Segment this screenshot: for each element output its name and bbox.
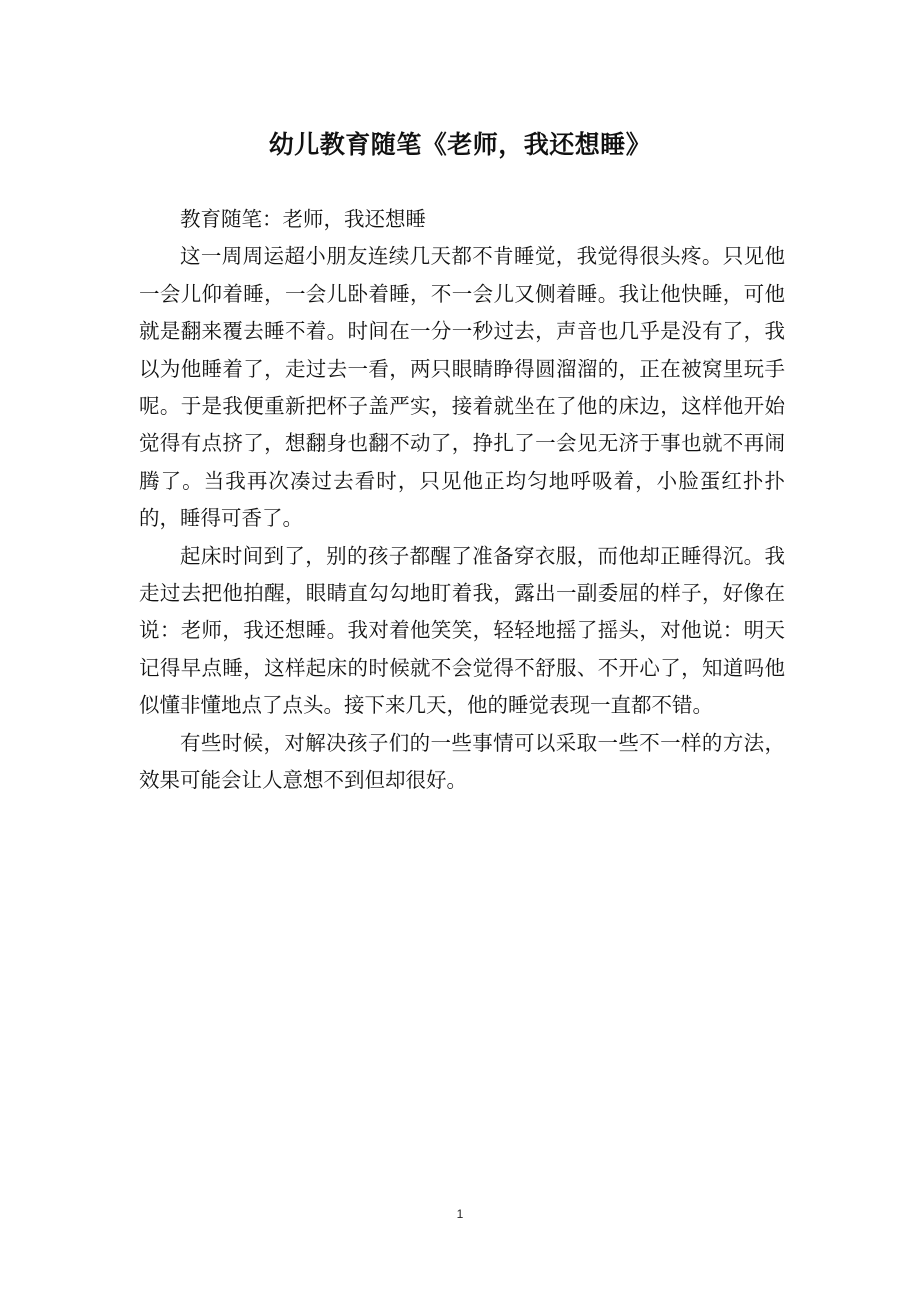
paragraph-2: 起床时间到了，别的孩子都醒了准备穿衣服，而他却正睡得沉。我走过去把他拍醒，眼睛直勾勾地盯着我，露出一副委屈的样子，好像在说：老师，我还想睡。我对着他笑笑，轻轻地摇了摇头，对他说：明天记得早点睡，这样起床的时候就不会觉得不舒服、不开心了，知道吗他似懂非懂地点了点头。接下来几天，他的睡觉表现一直都不错。 (139, 543, 785, 718)
page-number: 1 (456, 1207, 464, 1221)
paragraph-1: 这一周周运超小朋友连续几天都不肯睡觉，我觉得很头疼。只见他一会儿仰着睡，一会儿卧着睡，不一会儿又侧着睡。我让他快睡，可他就是翻来覆去睡不着。时间在一分一秒过去，声音也几乎是没有了，我以为他睡着了，走过去一看，两只眼睛睁得圆溜溜的，正在被窝里玩手呢。于是我便重新把杯子盖严实，接着就坐在了他的床边，这样他开始觉得有点挤了，想翻身也翻不动了，挣扎了一会见无济于事也就不再闹腾了。当我再次凑过去看时，只见他正均匀地呼吸着，小脸蛋红扑扑的，睡得可香了。 (139, 244, 785, 531)
paragraph-subtitle: 教育随笔：老师，我还想睡 (180, 207, 426, 231)
document-title: 幼儿教育随笔《老师，我还想睡》 (268, 129, 652, 159)
document-body (139, 201, 785, 800)
paragraph-3: 有些时候，对解决孩子们的一些事情可以采取一些不一样的方法，效果可能会让人意想不到但却很好。 (139, 730, 785, 793)
